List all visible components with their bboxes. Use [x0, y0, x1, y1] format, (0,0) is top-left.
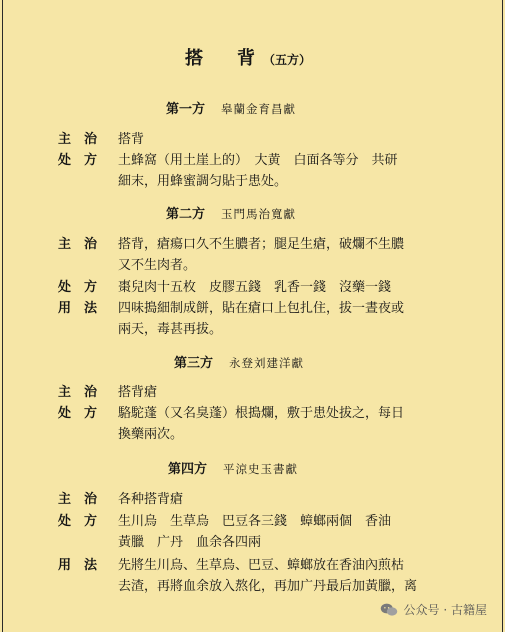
entry-row — [58, 299, 478, 341]
entry-row — [58, 130, 478, 152]
entry-row — [58, 490, 478, 512]
entry-text: 搭背，瘡瘍口久不生膿者；腿足生瘡，破爛不生膿 又不生肉者。 — [118, 237, 405, 273]
entry-label: 处方 — [58, 153, 111, 168]
section-heading-1 — [166, 98, 296, 117]
watermark — [380, 601, 487, 618]
entry-label: 主治 — [58, 237, 111, 252]
section-number: 第一方 — [166, 102, 206, 117]
entry-text: 先將生川烏、生草烏、巴豆、蟑螂放在香油內煎枯 去渣，再將血余放入熬化，再加广丹最后加黃臘，离 — [118, 558, 418, 594]
entry-row — [58, 383, 478, 405]
title-text: 搭 背 — [185, 48, 263, 69]
entry-label: 用法 — [58, 301, 111, 316]
page-title — [185, 44, 345, 70]
entry-text: 各种搭背瘡 — [118, 492, 184, 507]
entry-row — [58, 278, 478, 300]
page-border-left — [2, 0, 3, 632]
entry-text: 四味搗細制成餅，貼在瘡口上包扎住，拔一晝夜或 兩天，毒甚再拔。 — [118, 301, 405, 337]
section-heading-2 — [166, 203, 296, 222]
section-heading-3 — [174, 352, 304, 371]
entry-row — [58, 151, 478, 193]
entry-label: 主治 — [58, 492, 111, 507]
entry-text: 棗兒肉十五枚 皮膠五錢 乳香一錢 沒藥一錢 — [118, 280, 392, 295]
section-attribution: 平涼史玉書獻 — [223, 462, 299, 476]
wechat-icon — [380, 602, 398, 618]
entry-row — [58, 404, 478, 446]
entry-label: 处方 — [58, 280, 111, 295]
entry-label: 主治 — [58, 385, 111, 400]
entry-text: 搭背 — [118, 132, 145, 147]
section-attribution: 皋蘭金育昌獻 — [221, 102, 297, 116]
section-number: 第二方 — [166, 207, 206, 222]
title-note: （五方） — [263, 53, 312, 67]
watermark-text: 公众号 · 古籍屋 — [403, 603, 487, 617]
entry-label: 处方 — [58, 514, 111, 529]
entry-text: 土蜂窩（用土崖上的） 大黄 白面各等分 共研 細末，用蜂蜜調匀貼于患处。 — [118, 153, 398, 189]
entry-row — [58, 512, 478, 554]
section-attribution: 永登刘建洋獻 — [229, 356, 305, 370]
entry-row — [58, 556, 478, 598]
entry-label: 处方 — [58, 406, 111, 421]
entry-row — [58, 235, 478, 277]
section-heading-4 — [168, 458, 298, 477]
entry-label: 主治 — [58, 132, 111, 147]
page-border-right — [502, 0, 503, 632]
section-attribution: 玉門馬治寬獻 — [221, 207, 297, 221]
entry-text: 生川烏 生草烏 巴豆各三錢 蟑螂兩個 香油 黃臘 广丹 血余各四兩 — [118, 514, 392, 550]
section-number: 第三方 — [174, 356, 214, 371]
entry-label: 用法 — [58, 558, 111, 573]
section-number: 第四方 — [168, 462, 208, 477]
entry-text: 駱駝蓬（又名臭蓬）根搗爛，敷于患处拔之，每日 換藥兩次。 — [118, 406, 405, 442]
entry-text: 搭背瘡 — [118, 385, 158, 400]
